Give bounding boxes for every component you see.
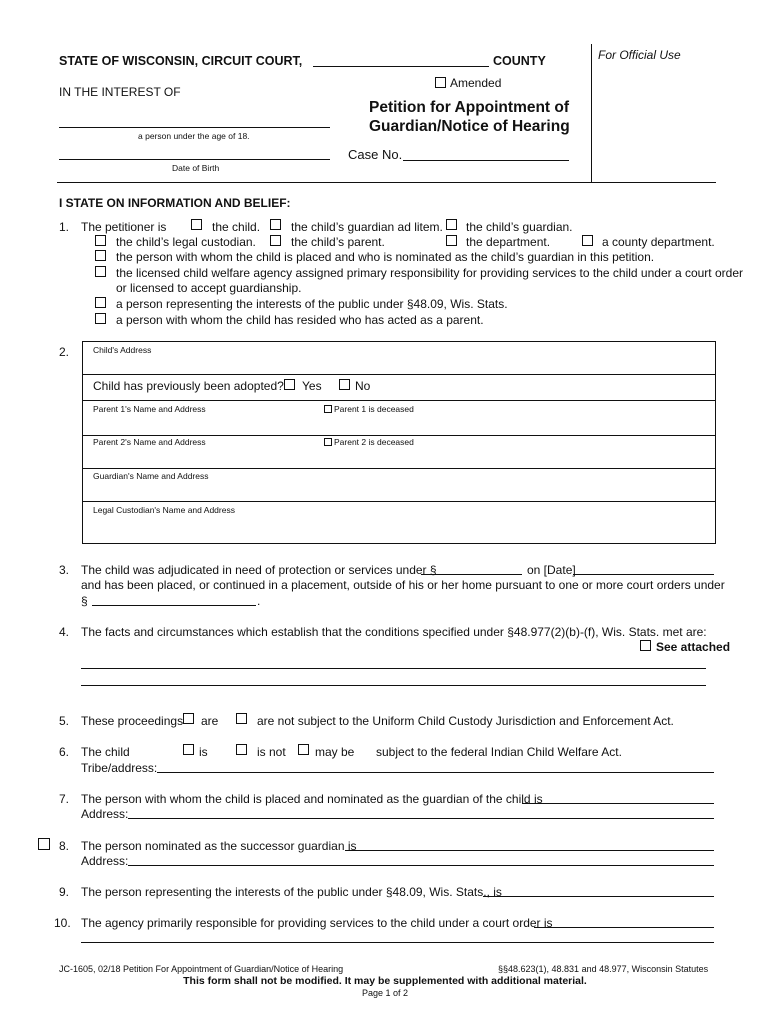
nominated-guardian-field[interactable] (522, 803, 714, 804)
item9-number: 9. (59, 885, 70, 899)
petitioner-guardian-checkbox[interactable] (446, 219, 457, 230)
petitioner-department-checkbox[interactable] (446, 235, 457, 246)
icwa-may-be-checkbox[interactable] (298, 744, 309, 755)
icwa-is-not-label: is not (257, 745, 286, 759)
nominated-guardian-address-field[interactable] (128, 818, 714, 819)
guardian-label: Guardian's Name and Address (93, 471, 209, 481)
item1-lead: The petitioner is (81, 220, 167, 234)
footer-statutes: §§48.623(1), 48.831 and 48.977, Wisconsin Statutes (498, 964, 709, 974)
petitioner-child-label: the child. (212, 220, 261, 234)
item7-number: 7. (59, 792, 70, 806)
item6-number: 6. (59, 745, 70, 759)
county-label: COUNTY (493, 54, 546, 68)
petitioner-agency-label: the licensed child welfare agency assigned primary responsibility for providing services to the child under a court order (116, 266, 743, 280)
item10-text: The agency primarily responsible for providing services to the child under a court order is (81, 916, 553, 930)
official-use-divider (591, 44, 592, 182)
dob-caption: Date of Birth (172, 163, 220, 173)
interest-label: IN THE INTEREST OF (59, 85, 181, 99)
item4-number: 4. (59, 625, 70, 639)
parties-table-rule (82, 501, 716, 502)
icwa-subject-text: subject to the federal Indian Child Welfare Act. (376, 745, 622, 759)
form-title-line2: Guardian/Notice of Hearing (369, 118, 570, 135)
petitioner-custodian-checkbox[interactable] (95, 235, 106, 246)
see-attached-checkbox[interactable] (640, 640, 651, 651)
parent2-deceased-checkbox[interactable] (324, 438, 332, 446)
petitioner-county-dept-label: a county department. (602, 235, 715, 249)
adopted-no-checkbox[interactable] (339, 379, 350, 390)
successor-guardian-field[interactable] (345, 850, 714, 851)
parent1-deceased-checkbox[interactable] (324, 405, 332, 413)
intro-statement: I STATE ON INFORMATION AND BELIEF: (59, 196, 291, 210)
item3-period: . (257, 594, 261, 608)
petitioner-agency-label-cont: or licensed to accept guardianship. (116, 281, 302, 295)
footer-notice: This form shall not be modified. It may be supplemented with additional material. (183, 975, 587, 987)
adopted-yes-checkbox[interactable] (284, 379, 295, 390)
item3-on-date: on [Date] (527, 563, 576, 577)
petitioner-resided-label: a person with whom the child has resided who has acted as a parent. (116, 313, 484, 327)
petitioner-agency-checkbox[interactable] (95, 266, 106, 277)
parent1-label: Parent 1's Name and Address (93, 404, 206, 414)
item4-text: The facts and circumstances which establish that the conditions specified under §48.977(2)(b)-(f), Wis. Stats. met are: (81, 625, 707, 639)
tribe-address-label: Tribe/address: (81, 761, 158, 775)
item6-lead: The child (81, 745, 130, 759)
item7-text: The person with whom the child is placed and nominated as the guardian of the child is (81, 792, 543, 806)
petitioner-guardian-label: the child’s guardian. (466, 220, 573, 234)
parties-table-rule (82, 400, 716, 401)
petitioner-gal-checkbox[interactable] (270, 219, 281, 230)
adopted-question: Child has previously been adopted? (93, 379, 284, 393)
item8-number: 8. (59, 839, 70, 853)
icwa-is-label: is (199, 745, 208, 759)
item3-section-symbol: § (81, 594, 88, 608)
item9-text: The person representing the interests of the public under §48.09, Wis. Stats., is (81, 885, 502, 899)
petitioner-parent-checkbox[interactable] (270, 235, 281, 246)
petitioner-public-label: a person representing the interests of the public under §48.09, Wis. Stats. (116, 297, 508, 311)
petitioner-placed-label: the person with whom the child is placed and who is nominated as the child’s guardian in this petition. (116, 250, 655, 264)
parent1-deceased-label: Parent 1 is deceased (334, 404, 414, 414)
agency-field-cont[interactable] (81, 942, 714, 943)
petitioner-custodian-label: the child’s legal custodian. (116, 235, 256, 249)
item8-text: The person nominated as the successor guardian is (81, 839, 357, 853)
icwa-is-not-checkbox[interactable] (236, 744, 247, 755)
uccjea-are-checkbox[interactable] (183, 713, 194, 724)
parties-table-rule (82, 468, 716, 469)
agency-field[interactable] (534, 927, 714, 928)
tribe-address-field[interactable] (157, 772, 714, 773)
item8-address-label: Address: (81, 854, 129, 868)
item1-number: 1. (59, 220, 70, 234)
successor-guardian-address-field[interactable] (128, 865, 714, 866)
item10-number: 10. (54, 916, 71, 930)
child-name-field[interactable] (59, 127, 330, 128)
item2-number: 2. (59, 345, 70, 359)
see-attached-label: See attached (656, 640, 731, 654)
petitioner-child-checkbox[interactable] (191, 219, 202, 230)
icwa-is-checkbox[interactable] (183, 744, 194, 755)
header-bottom-rule (57, 182, 591, 183)
case-no-label: Case No. (348, 147, 403, 162)
case-no-field[interactable] (403, 160, 569, 161)
minor-caption: a person under the age of 18. (138, 131, 250, 141)
adopted-yes-label: Yes (302, 379, 322, 393)
petitioner-resided-checkbox[interactable] (95, 313, 106, 324)
item3-text-cont: and has been placed, or continued in a placement, outside of his or her home pursuant to one or more court orders under (81, 578, 725, 592)
chips-statute-field[interactable] (421, 574, 522, 575)
form-title-line1: Petition for Appointment of (369, 99, 570, 116)
placement-statute-field[interactable] (92, 605, 256, 606)
custodian-label: Legal Custodian's Name and Address (93, 505, 235, 515)
item5-lead: These proceedings (81, 714, 184, 728)
petitioner-public-checkbox[interactable] (95, 297, 106, 308)
uccjea-are-label: are (201, 714, 219, 728)
item3-number: 3. (59, 563, 70, 577)
petitioner-department-label: the department. (466, 235, 551, 249)
petitioner-placed-checkbox[interactable] (95, 250, 106, 261)
parent2-deceased-label: Parent 2 is deceased (334, 437, 414, 447)
successor-guardian-checkbox[interactable] (38, 838, 50, 850)
uccjea-are-not-checkbox[interactable] (236, 713, 247, 724)
item7-address-label: Address: (81, 807, 129, 821)
dob-field[interactable] (59, 159, 330, 160)
item3-text: The child was adjudicated in need of protection or services under § (81, 563, 437, 577)
amended-checkbox[interactable] (435, 77, 446, 88)
official-use-label: For Official Use (598, 48, 681, 62)
footer-form-id: JC-1605, 02/18 Petition For Appointment of Guardian/Notice of Hearing (59, 964, 344, 974)
adopted-no-label: No (355, 379, 371, 393)
icwa-may-be-label: may be (315, 745, 355, 759)
parent2-label: Parent 2's Name and Address (93, 437, 206, 447)
facts-line[interactable] (81, 668, 706, 669)
item5-number: 5. (59, 714, 70, 728)
facts-line[interactable] (81, 685, 706, 686)
court-heading: STATE OF WISCONSIN, CIRCUIT COURT, (59, 54, 303, 68)
official-use-bottom-rule (591, 182, 716, 183)
uccjea-are-not-label: are not subject to the Uniform Child Custody Jurisdiction and Enforcement Act. (257, 714, 674, 728)
county-name-field[interactable] (313, 66, 489, 67)
petitioner-parent-label: the child’s parent. (291, 235, 385, 249)
amended-label: Amended (450, 76, 502, 90)
childs-address-label: Child's Address (93, 345, 152, 355)
petitioner-county-dept-checkbox[interactable] (582, 235, 593, 246)
public-interest-rep-field[interactable] (483, 896, 714, 897)
footer-page-number: Page 1 of 2 (361, 988, 409, 998)
adjudication-date-field[interactable] (573, 574, 714, 575)
parties-table-rule (82, 374, 716, 375)
petitioner-gal-label: the child’s guardian ad litem. (291, 220, 443, 234)
parties-table-rule (82, 435, 716, 436)
